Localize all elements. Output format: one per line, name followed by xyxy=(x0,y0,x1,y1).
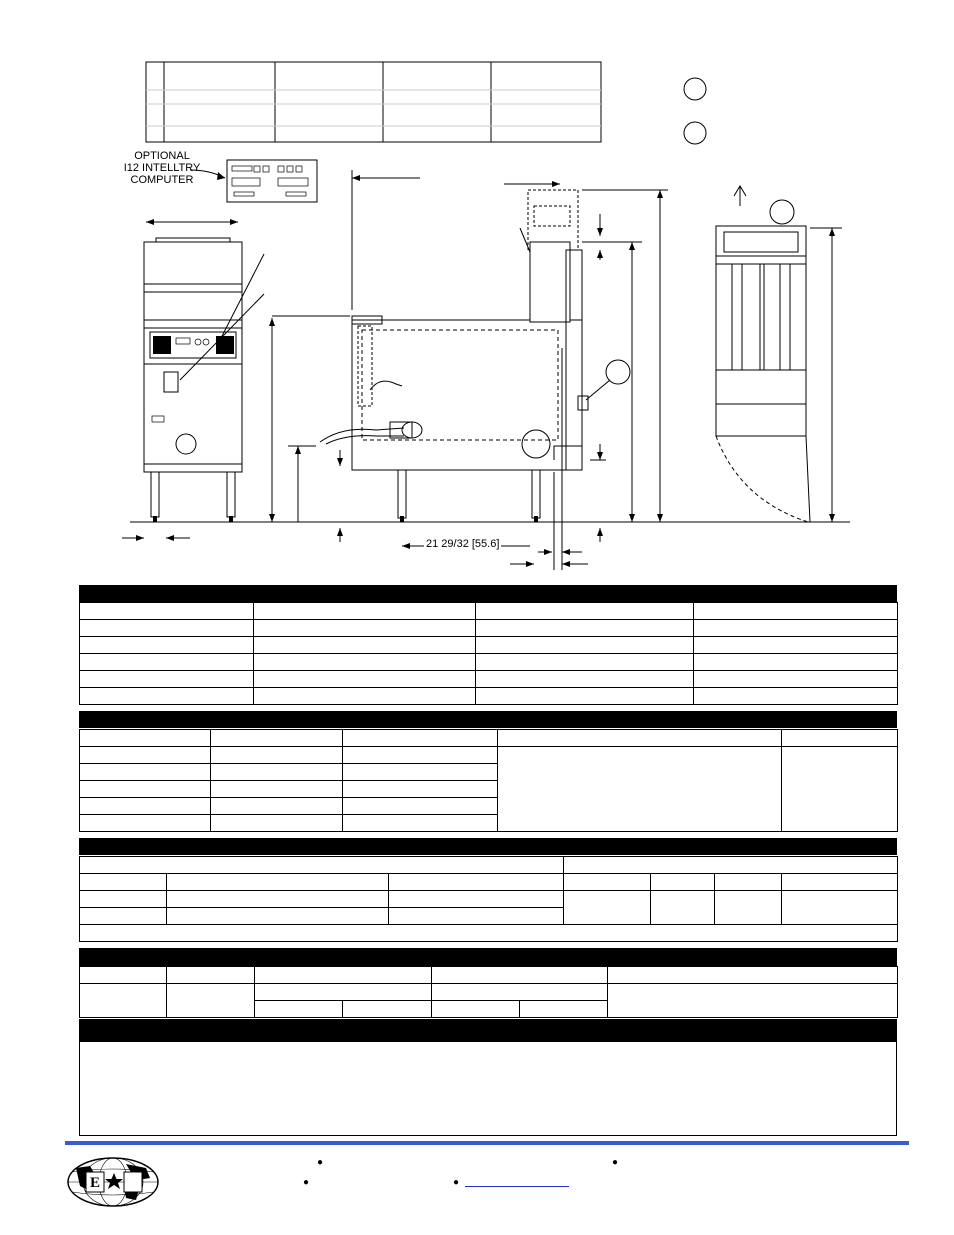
side-view-dimensions-right xyxy=(582,190,668,542)
section-bar-4 xyxy=(79,948,897,966)
section-bar-3 xyxy=(79,838,897,855)
notes-box xyxy=(79,1041,897,1136)
width-dimension-label: 21 29/32 [55.6] xyxy=(426,538,500,550)
spec-table-1 xyxy=(79,602,898,705)
footer-bullet-3: ● xyxy=(303,1177,310,1188)
svg-text:E: E xyxy=(89,1175,101,1191)
globe-logo xyxy=(66,1156,160,1208)
section-bar-5 xyxy=(79,1019,897,1041)
spec-table-2 xyxy=(79,729,898,832)
spec-table-3 xyxy=(79,856,898,942)
spec-table-4 xyxy=(79,966,898,1018)
callout-circles xyxy=(680,74,710,149)
footer-bullet-4: ● xyxy=(453,1177,460,1188)
footer-bullet-1: ● xyxy=(317,1157,324,1168)
footer-bullet-2: ● xyxy=(612,1157,619,1168)
side-view xyxy=(320,170,630,570)
front-view xyxy=(122,219,264,541)
computer-label: OPTIONAL I12 INTELLTRY COMPUTER xyxy=(123,150,201,186)
section-bar-1 xyxy=(79,585,897,602)
top-table xyxy=(144,60,604,144)
fryer-technical-drawing xyxy=(120,150,860,580)
rear-view xyxy=(716,186,842,522)
footer-rule xyxy=(65,1141,909,1145)
footer-link[interactable] xyxy=(465,1186,569,1187)
side-view-dimensions-left xyxy=(269,316,350,542)
section-bar-2 xyxy=(79,711,897,728)
